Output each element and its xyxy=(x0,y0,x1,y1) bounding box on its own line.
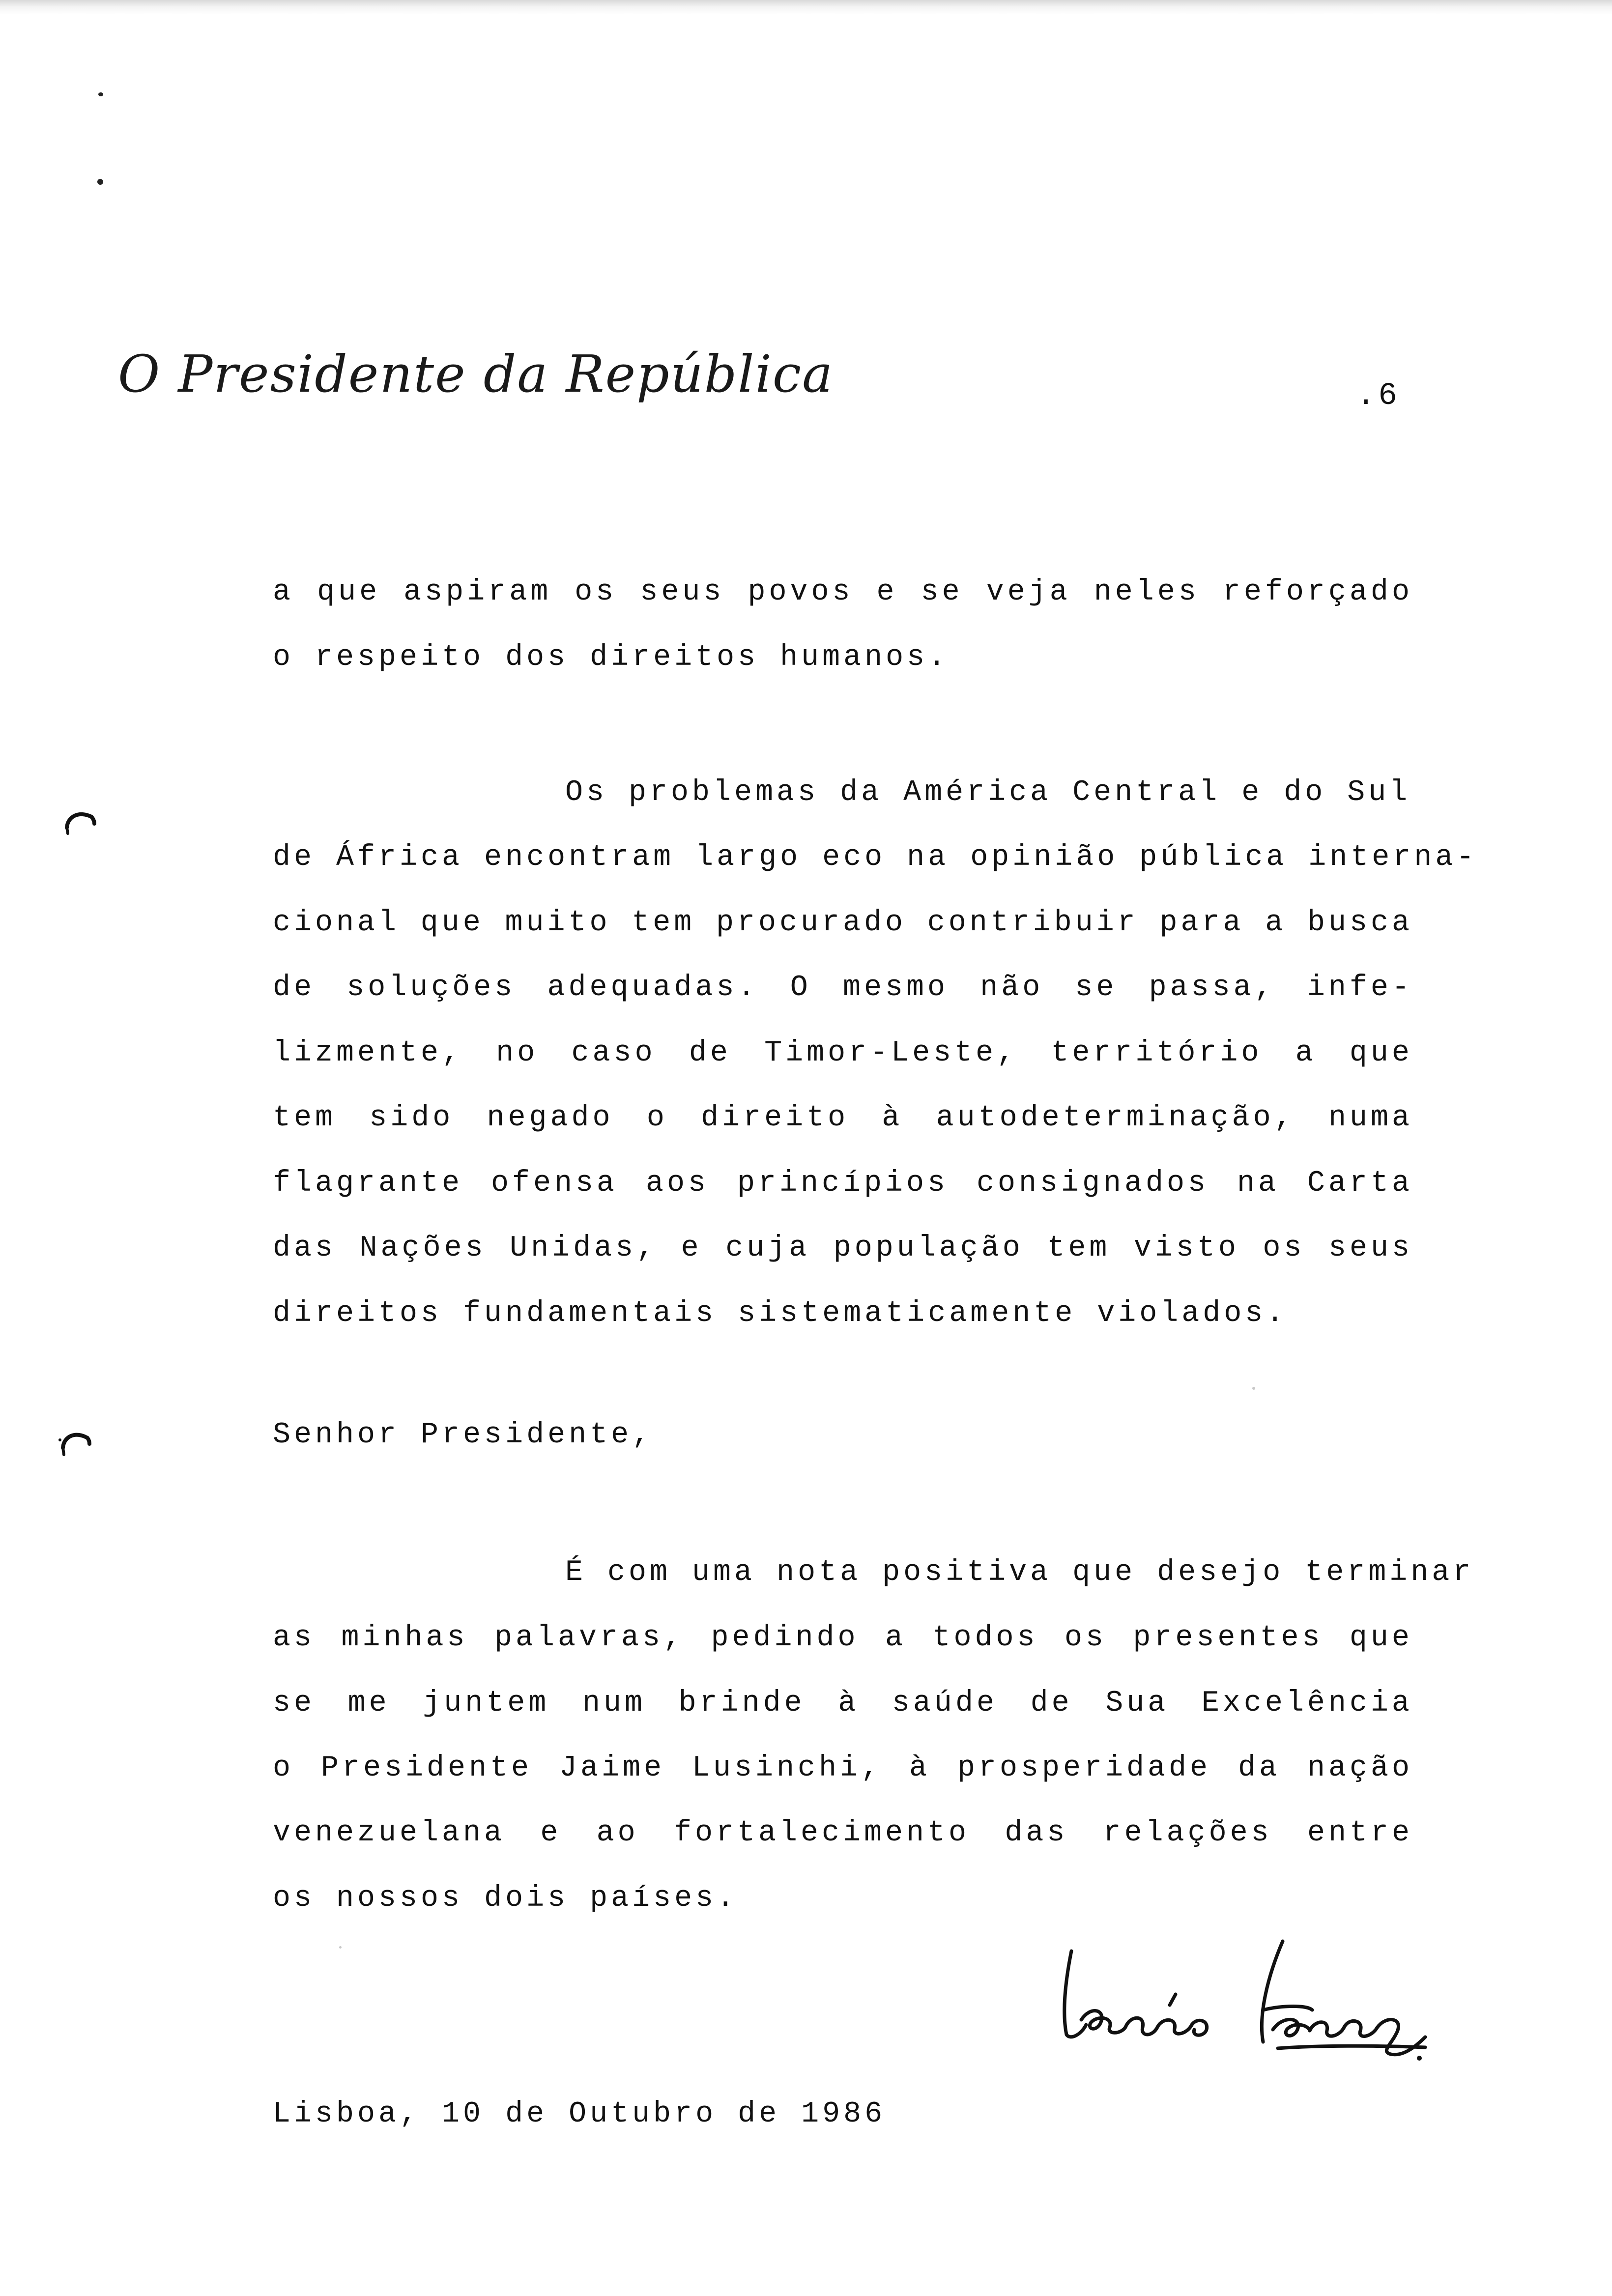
word: numa xyxy=(1328,1101,1413,1135)
word: não xyxy=(980,971,1044,1004)
word: tem xyxy=(632,906,695,940)
word: princípios xyxy=(737,1167,949,1200)
text-line: os nossos dois países. xyxy=(273,1882,738,1915)
word: veja xyxy=(986,575,1071,609)
word: O xyxy=(790,971,811,1004)
word: a xyxy=(1295,1036,1317,1070)
word: passa, xyxy=(1149,971,1276,1004)
word: e xyxy=(876,575,898,609)
margin-dot xyxy=(98,92,103,96)
text-line: Os problemas da América Central e do Sul xyxy=(565,776,1411,809)
word: o xyxy=(646,1101,668,1135)
word: autodeterminação, xyxy=(936,1101,1295,1135)
word: população xyxy=(833,1232,1024,1265)
word: procurado xyxy=(716,906,907,940)
word: muito xyxy=(505,906,611,940)
word: os xyxy=(1064,1621,1107,1655)
word: seus xyxy=(640,575,725,609)
word: direito xyxy=(701,1101,849,1135)
text-line xyxy=(273,1818,1413,1848)
word: caso xyxy=(571,1036,656,1070)
word: território xyxy=(1051,1036,1263,1070)
word: nação xyxy=(1307,1751,1413,1785)
word: soluções xyxy=(346,971,516,1004)
word: visto xyxy=(1133,1232,1239,1265)
scan-speck xyxy=(339,1946,342,1949)
word: contribuir xyxy=(927,906,1139,940)
word: de xyxy=(1030,1687,1073,1720)
word: Sua xyxy=(1105,1687,1169,1720)
word: mesmo xyxy=(842,971,949,1004)
word: brinde xyxy=(678,1687,806,1720)
word: aspiram xyxy=(403,575,552,609)
letterhead-title: O Presidente da República xyxy=(118,344,834,404)
word: seus xyxy=(1328,1232,1413,1265)
word: à xyxy=(909,1751,930,1785)
word: Timor-Leste, xyxy=(764,1036,1018,1070)
text-line xyxy=(273,577,1413,607)
punch-hole-icon xyxy=(58,1425,93,1461)
word: todos xyxy=(932,1621,1038,1655)
word: ofensa xyxy=(491,1167,618,1200)
word: na xyxy=(1237,1167,1279,1200)
word: palavras, xyxy=(494,1621,685,1655)
word: Excelência xyxy=(1201,1687,1413,1720)
place-date: Lisboa, 10 de Outubro de 1986 xyxy=(273,2097,886,2131)
word: ao xyxy=(596,1816,639,1850)
word: se xyxy=(1075,971,1118,1004)
word: à xyxy=(838,1687,860,1720)
word: minhas xyxy=(341,1621,468,1655)
text-line: o respeito dos direitos humanos. xyxy=(273,641,950,674)
word: lizmente, xyxy=(273,1036,463,1070)
word: flagrante xyxy=(273,1167,463,1200)
text-line: É com uma nota positiva que desejo terminar xyxy=(565,1556,1474,1589)
word: Lusinchi, xyxy=(691,1751,883,1785)
word: fortalecimento xyxy=(673,1816,970,1850)
text-line xyxy=(273,908,1413,938)
word: Carta xyxy=(1307,1167,1413,1200)
word: que xyxy=(317,575,381,609)
word: a xyxy=(273,575,294,609)
text-line xyxy=(273,1234,1413,1263)
page-number: .6 xyxy=(1356,378,1400,414)
word: os xyxy=(575,575,617,609)
word: reforçado xyxy=(1222,575,1413,609)
word: da xyxy=(1238,1751,1280,1785)
word: saúde xyxy=(892,1687,998,1720)
word: relações xyxy=(1103,1816,1272,1850)
salutation: Senhor Presidente, xyxy=(273,1418,654,1452)
word: pedindo xyxy=(711,1621,859,1655)
word: prosperidade xyxy=(957,1751,1211,1785)
text-line: de África encontram largo eco na opinião pública interna- xyxy=(273,841,1478,874)
word: Unidas, xyxy=(510,1232,658,1265)
text-line xyxy=(273,1689,1413,1718)
word: das xyxy=(273,1232,337,1265)
signature-icon xyxy=(1052,1936,1445,2069)
text-line xyxy=(273,973,1413,1003)
word: num xyxy=(582,1687,646,1720)
word: presentes xyxy=(1133,1621,1324,1655)
text-line xyxy=(273,1038,1413,1068)
scan-speck xyxy=(1252,1387,1255,1390)
word: a xyxy=(1265,906,1287,940)
word: o xyxy=(273,1751,294,1785)
text-line xyxy=(273,1753,1413,1783)
word: Nações xyxy=(359,1232,487,1265)
word: de xyxy=(273,971,316,1004)
word: venezuelana xyxy=(273,1816,506,1850)
text-line xyxy=(273,1623,1413,1653)
text-line xyxy=(273,1169,1413,1198)
word: para xyxy=(1159,906,1244,940)
text-line xyxy=(273,1103,1413,1133)
word: se xyxy=(921,575,963,609)
word: Jaime xyxy=(559,1751,665,1785)
word: e xyxy=(540,1816,562,1850)
word: que xyxy=(420,906,484,940)
word: que xyxy=(1349,1036,1413,1070)
word: que xyxy=(1349,1621,1413,1655)
margin-dot xyxy=(97,179,103,185)
word: infe- xyxy=(1307,971,1413,1004)
word: Presidente xyxy=(320,1751,533,1785)
word: os xyxy=(1263,1232,1305,1265)
word: se xyxy=(273,1687,316,1720)
word: no xyxy=(496,1036,539,1070)
word: as xyxy=(273,1621,316,1655)
word: sido xyxy=(369,1101,454,1135)
word: adequadas. xyxy=(547,971,759,1004)
word: aos xyxy=(645,1167,710,1200)
word: cional xyxy=(273,906,400,940)
word: negado xyxy=(487,1101,614,1135)
word: povos xyxy=(748,575,854,609)
word: tem xyxy=(273,1101,337,1135)
word: neles xyxy=(1094,575,1200,609)
word: à xyxy=(882,1101,903,1135)
word: e xyxy=(681,1232,702,1265)
word: a xyxy=(885,1621,906,1655)
punch-hole-icon xyxy=(63,806,98,841)
word: entre xyxy=(1307,1816,1413,1850)
word: tem xyxy=(1047,1232,1111,1265)
text-line: direitos fundamentais sistematicamente violados. xyxy=(273,1297,1288,1330)
word: de xyxy=(689,1036,731,1070)
word: das xyxy=(1005,1816,1068,1850)
word: busca xyxy=(1307,906,1413,940)
scan-top-edge xyxy=(0,0,1612,15)
word: consignados xyxy=(976,1167,1209,1200)
word: juntem xyxy=(423,1687,550,1720)
word: me xyxy=(347,1687,390,1720)
word: cuja xyxy=(725,1232,810,1265)
